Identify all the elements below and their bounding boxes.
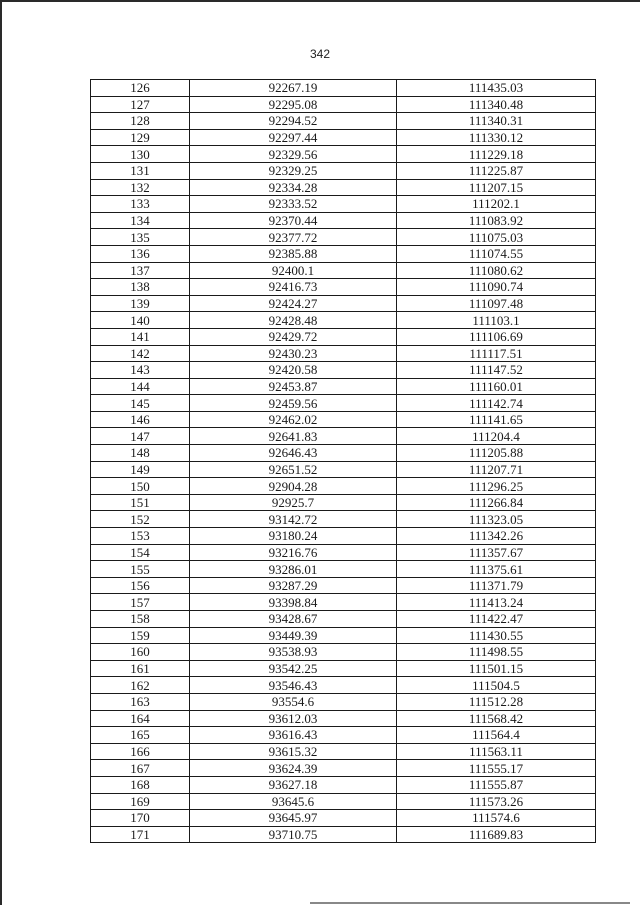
y-coordinate-cell: 111207.71: [397, 461, 596, 478]
table-row: [91, 196, 596, 213]
x-coordinate-cell: 92429.72: [190, 328, 397, 345]
point-number-cell: 130: [91, 146, 190, 163]
y-coordinate-cell: 111555.87: [397, 776, 596, 793]
point-number-cell: 136: [91, 245, 190, 262]
point-number-cell: 138: [91, 279, 190, 296]
point-number-cell: 145: [91, 395, 190, 412]
table-row: [91, 179, 596, 196]
point-number-cell: 139: [91, 295, 190, 312]
point-number-cell: 163: [91, 693, 190, 710]
table-row: [91, 428, 596, 445]
point-number-cell: 166: [91, 743, 190, 760]
point-number-cell: 126: [91, 80, 190, 97]
x-coordinate-cell: 93286.01: [190, 561, 397, 578]
table-row: [91, 677, 596, 694]
x-coordinate-cell: 92297.44: [190, 129, 397, 146]
x-coordinate-cell: 92453.87: [190, 378, 397, 395]
point-number-cell: 135: [91, 229, 190, 246]
point-number-cell: 161: [91, 660, 190, 677]
table-row: [91, 544, 596, 561]
y-coordinate-cell: 111229.18: [397, 146, 596, 163]
x-coordinate-cell: 92459.56: [190, 395, 397, 412]
point-number-cell: 153: [91, 528, 190, 545]
point-number-cell: 169: [91, 793, 190, 810]
point-number-cell: 134: [91, 212, 190, 229]
table-row: [91, 229, 596, 246]
y-coordinate-cell: 111106.69: [397, 328, 596, 345]
y-coordinate-cell: 111413.24: [397, 594, 596, 611]
x-coordinate-cell: 93398.84: [190, 594, 397, 611]
point-number-cell: 140: [91, 312, 190, 329]
x-coordinate-cell: 93645.97: [190, 810, 397, 827]
x-coordinate-cell: 92329.56: [190, 146, 397, 163]
x-coordinate-cell: 93710.75: [190, 826, 397, 843]
y-coordinate-cell: 111573.26: [397, 793, 596, 810]
y-coordinate-cell: 111141.65: [397, 411, 596, 428]
table-row: [91, 328, 596, 345]
point-number-cell: 147: [91, 428, 190, 445]
table-row: [91, 345, 596, 362]
point-number-cell: 149: [91, 461, 190, 478]
point-number-cell: 129: [91, 129, 190, 146]
table-row: [91, 80, 596, 97]
point-number-cell: 159: [91, 627, 190, 644]
table-row: [91, 461, 596, 478]
x-coordinate-cell: 92420.58: [190, 362, 397, 379]
x-coordinate-cell: 92651.52: [190, 461, 397, 478]
y-coordinate-cell: 111117.51: [397, 345, 596, 362]
x-coordinate-cell: 92925.7: [190, 494, 397, 511]
point-number-cell: 150: [91, 478, 190, 495]
table-row: [91, 411, 596, 428]
table-row: [91, 445, 596, 462]
y-coordinate-cell: 111202.1: [397, 196, 596, 213]
table-row: [91, 395, 596, 412]
y-coordinate-cell: 111498.55: [397, 644, 596, 661]
point-number-cell: 131: [91, 162, 190, 179]
y-coordinate-cell: 111430.55: [397, 627, 596, 644]
table-row: [91, 611, 596, 628]
table-row: [91, 627, 596, 644]
y-coordinate-cell: 111375.61: [397, 561, 596, 578]
x-coordinate-cell: 93142.72: [190, 511, 397, 528]
table-row: [91, 146, 596, 163]
scan-border-top: [0, 0, 640, 2]
x-coordinate-cell: 93554.6: [190, 693, 397, 710]
x-coordinate-cell: 93538.93: [190, 644, 397, 661]
y-coordinate-cell: 111568.42: [397, 710, 596, 727]
table-row: [91, 362, 596, 379]
x-coordinate-cell: 92370.44: [190, 212, 397, 229]
x-coordinate-cell: 93428.67: [190, 611, 397, 628]
scan-border-left: [0, 0, 2, 905]
x-coordinate-cell: 92424.27: [190, 295, 397, 312]
table-row: [91, 511, 596, 528]
x-coordinate-cell: 93612.03: [190, 710, 397, 727]
y-coordinate-cell: 111204.4: [397, 428, 596, 445]
y-coordinate-cell: 111340.31: [397, 113, 596, 130]
table-row: [91, 776, 596, 793]
x-coordinate-cell: 93627.18: [190, 776, 397, 793]
table-row: [91, 644, 596, 661]
y-coordinate-cell: 111142.74: [397, 395, 596, 412]
point-number-cell: 137: [91, 262, 190, 279]
coordinates-table-body: [91, 80, 596, 843]
table-row: [91, 494, 596, 511]
table-row: [91, 594, 596, 611]
table-row: [91, 693, 596, 710]
y-coordinate-cell: 111296.25: [397, 478, 596, 495]
y-coordinate-cell: 111689.83: [397, 826, 596, 843]
table-row: [91, 279, 596, 296]
table-row: [91, 810, 596, 827]
x-coordinate-cell: 93542.25: [190, 660, 397, 677]
y-coordinate-cell: 111504.5: [397, 677, 596, 694]
x-coordinate-cell: 92377.72: [190, 229, 397, 246]
point-number-cell: 141: [91, 328, 190, 345]
table-row: [91, 162, 596, 179]
y-coordinate-cell: 111512.28: [397, 693, 596, 710]
point-number-cell: 133: [91, 196, 190, 213]
table-row: [91, 113, 596, 130]
point-number-cell: 146: [91, 411, 190, 428]
x-coordinate-cell: 93616.43: [190, 727, 397, 744]
y-coordinate-cell: 111340.48: [397, 96, 596, 113]
y-coordinate-cell: 111435.03: [397, 80, 596, 97]
table-row: [91, 727, 596, 744]
point-number-cell: 164: [91, 710, 190, 727]
table-row: [91, 793, 596, 810]
x-coordinate-cell: 93287.29: [190, 577, 397, 594]
x-coordinate-cell: 93624.39: [190, 760, 397, 777]
point-number-cell: 127: [91, 96, 190, 113]
point-number-cell: 132: [91, 179, 190, 196]
coordinates-table: [90, 79, 596, 843]
table-row: [91, 378, 596, 395]
y-coordinate-cell: 111501.15: [397, 660, 596, 677]
point-number-cell: 151: [91, 494, 190, 511]
x-coordinate-cell: 92400.1: [190, 262, 397, 279]
scan-border-bottom: [310, 902, 630, 904]
y-coordinate-cell: 111225.87: [397, 162, 596, 179]
y-coordinate-cell: 111083.92: [397, 212, 596, 229]
table-row: [91, 577, 596, 594]
page-number: 342: [309, 47, 331, 61]
x-coordinate-cell: 92646.43: [190, 445, 397, 462]
table-row: [91, 245, 596, 262]
x-coordinate-cell: 92334.28: [190, 179, 397, 196]
point-number-cell: 152: [91, 511, 190, 528]
point-number-cell: 154: [91, 544, 190, 561]
point-number-cell: 128: [91, 113, 190, 130]
y-coordinate-cell: 111564.4: [397, 727, 596, 744]
y-coordinate-cell: 111147.52: [397, 362, 596, 379]
y-coordinate-cell: 111330.12: [397, 129, 596, 146]
table-row: [91, 262, 596, 279]
table-row: [91, 826, 596, 843]
point-number-cell: 162: [91, 677, 190, 694]
table-row: [91, 760, 596, 777]
x-coordinate-cell: 92430.23: [190, 345, 397, 362]
x-coordinate-cell: 92904.28: [190, 478, 397, 495]
y-coordinate-cell: 111205.88: [397, 445, 596, 462]
table-row: [91, 561, 596, 578]
table-row: [91, 743, 596, 760]
point-number-cell: 155: [91, 561, 190, 578]
point-number-cell: 160: [91, 644, 190, 661]
table-row: [91, 212, 596, 229]
y-coordinate-cell: 111563.11: [397, 743, 596, 760]
y-coordinate-cell: 111574.6: [397, 810, 596, 827]
x-coordinate-cell: 92462.02: [190, 411, 397, 428]
y-coordinate-cell: 111555.17: [397, 760, 596, 777]
point-number-cell: 165: [91, 727, 190, 744]
x-coordinate-cell: 93546.43: [190, 677, 397, 694]
point-number-cell: 170: [91, 810, 190, 827]
y-coordinate-cell: 111103.1: [397, 312, 596, 329]
table-row: [91, 660, 596, 677]
point-number-cell: 171: [91, 826, 190, 843]
y-coordinate-cell: 111207.15: [397, 179, 596, 196]
point-number-cell: 157: [91, 594, 190, 611]
x-coordinate-cell: 92333.52: [190, 196, 397, 213]
y-coordinate-cell: 111074.55: [397, 245, 596, 262]
x-coordinate-cell: 93645.6: [190, 793, 397, 810]
x-coordinate-cell: 93216.76: [190, 544, 397, 561]
table-row: [91, 478, 596, 495]
table-row: [91, 710, 596, 727]
x-coordinate-cell: 92295.08: [190, 96, 397, 113]
y-coordinate-cell: 111422.47: [397, 611, 596, 628]
y-coordinate-cell: 111160.01: [397, 378, 596, 395]
y-coordinate-cell: 111266.84: [397, 494, 596, 511]
point-number-cell: 168: [91, 776, 190, 793]
point-number-cell: 167: [91, 760, 190, 777]
x-coordinate-cell: 93449.39: [190, 627, 397, 644]
x-coordinate-cell: 92641.83: [190, 428, 397, 445]
y-coordinate-cell: 111097.48: [397, 295, 596, 312]
y-coordinate-cell: 111342.26: [397, 528, 596, 545]
y-coordinate-cell: 111371.79: [397, 577, 596, 594]
x-coordinate-cell: 92294.52: [190, 113, 397, 130]
table-row: [91, 528, 596, 545]
table-row: [91, 129, 596, 146]
point-number-cell: 143: [91, 362, 190, 379]
x-coordinate-cell: 92267.19: [190, 80, 397, 97]
point-number-cell: 148: [91, 445, 190, 462]
point-number-cell: 156: [91, 577, 190, 594]
x-coordinate-cell: 92329.25: [190, 162, 397, 179]
x-coordinate-cell: 93180.24: [190, 528, 397, 545]
point-number-cell: 158: [91, 611, 190, 628]
table-row: [91, 312, 596, 329]
table-row: [91, 96, 596, 113]
point-number-cell: 142: [91, 345, 190, 362]
x-coordinate-cell: 92416.73: [190, 279, 397, 296]
x-coordinate-cell: 92385.88: [190, 245, 397, 262]
y-coordinate-cell: 111075.03: [397, 229, 596, 246]
y-coordinate-cell: 111080.62: [397, 262, 596, 279]
point-number-cell: 144: [91, 378, 190, 395]
table-row: [91, 295, 596, 312]
y-coordinate-cell: 111090.74: [397, 279, 596, 296]
x-coordinate-cell: 93615.32: [190, 743, 397, 760]
y-coordinate-cell: 111357.67: [397, 544, 596, 561]
x-coordinate-cell: 92428.48: [190, 312, 397, 329]
y-coordinate-cell: 111323.05: [397, 511, 596, 528]
